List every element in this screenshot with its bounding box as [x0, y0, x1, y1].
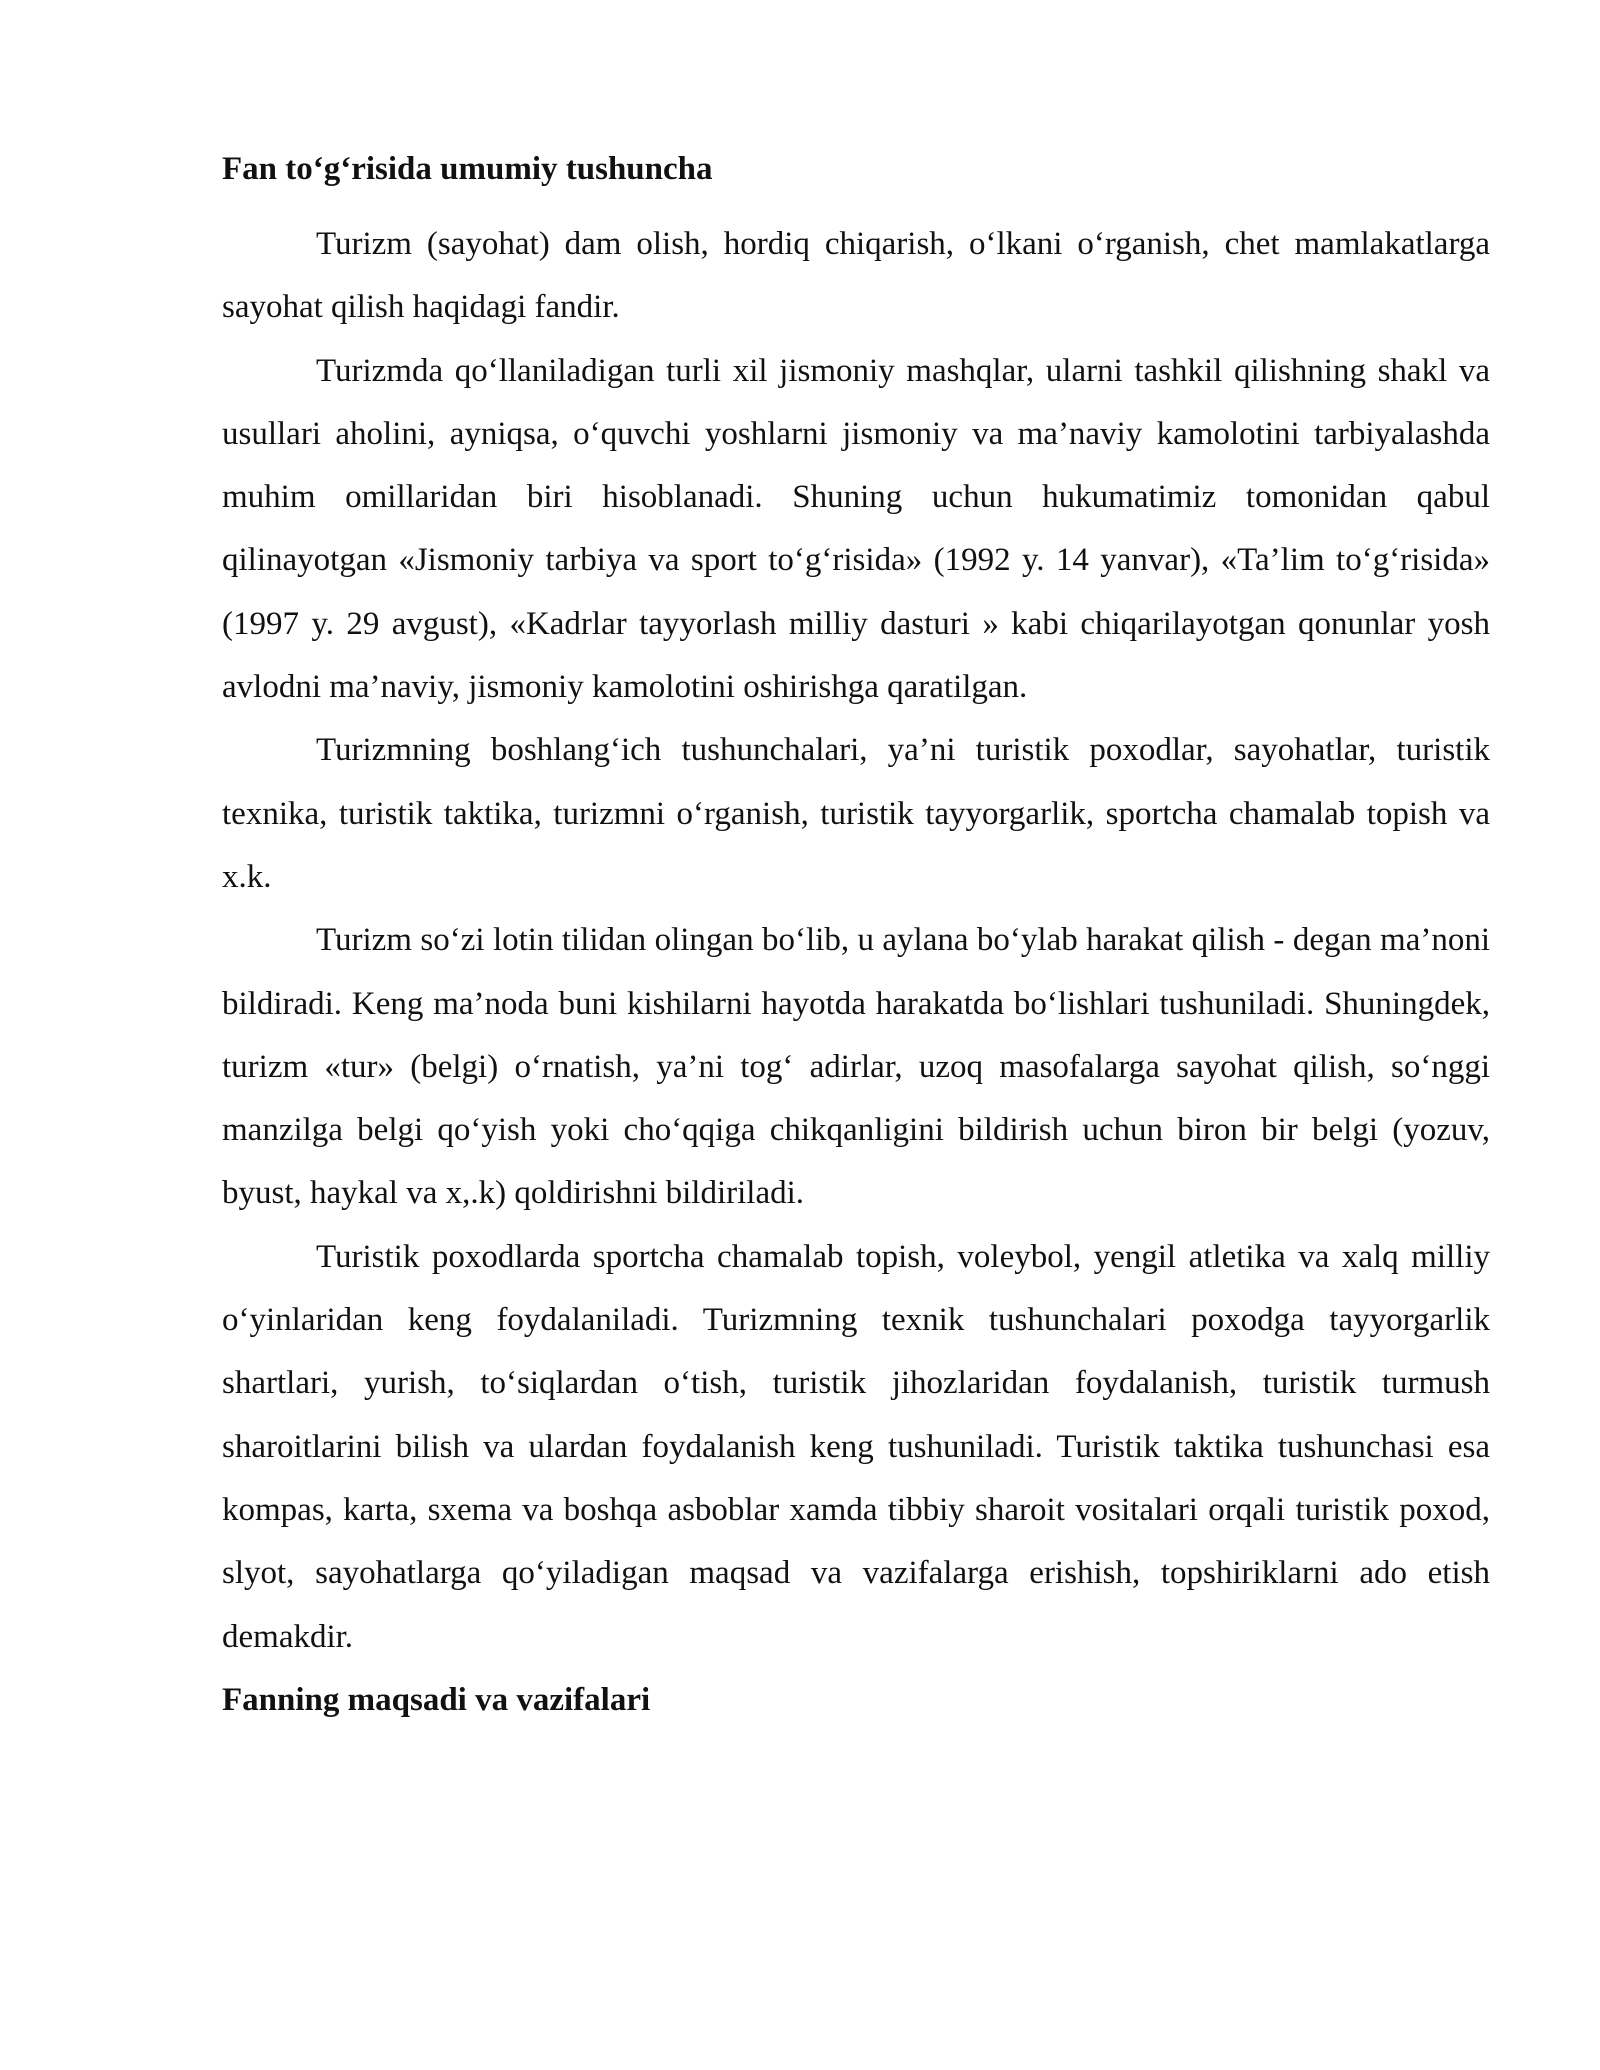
- section-heading-goals-and-tasks: Fanning maqsadi va vazifalari: [222, 1681, 651, 1718]
- paragraph: Turizmda qo‘llaniladigan turli xil jismoniy mashqlar, ularni tashkil qilishning shakl va usullari aholini, ayniqsa, o‘quvchi yoshlarni jismoniy va ma’naviy kamolotini tarbiyalashda muhim omillaridan biri hisoblanadi. Shuning uchun hukumatimiz tomonidan qabul qilinayotgan «Jismoniy tarbiya va sport to‘g‘risida» (1992 y. 14 yanvar), «Ta’lim to‘g‘risida» (1997 y. 29 avgust), «Kadrlar tayyorlash milliy dasturi » kabi chiqarilayotgan qonunlar yosh avlodni ma’naviy, jismoniy kamolotini oshirishga qaratilgan.: [222, 352, 1490, 706]
- paragraph: Turizmning boshlang‘ich tushunchalari, ya’ni turistik poxodlar, sayohatlar, turistik texnika, turistik taktika, turizmni o‘rganish, turistik tayyorgarlik, sportcha chamalab topish va x.k.: [222, 732, 1490, 895]
- section-heading-general-concept: Fan to‘g‘risida umumiy tushuncha: [222, 151, 713, 187]
- paragraph: Turizm (sayohat) dam olish, hordiq chiqarish, o‘lkani o‘rganish, chet mamlakatlarga sayohat qilish haqidagi fandir.: [222, 226, 1490, 326]
- paragraph: Turizm so‘zi lotin tilidan olingan bo‘lib, u aylana bo‘ylab harakat qilish - degan ma’noni bildiradi. Keng ma’noda buni kishilarni hayotda harakatda bo‘lishlari tushuniladi. Shuningdek, turizm «tur» (belgi) o‘rnatish, ya’ni tog‘ adirlar, uzoq masofalarga sayohat qilish, so‘nggi manzilga belgi qo‘yish yoki cho‘qqiga chikqanligini bildirish uchun biron bir belgi (yozuv, byust, haykal va x,.k) qoldirishni bildiriladi.: [222, 922, 1490, 1212]
- document-body: [222, 138, 1490, 1732]
- paragraph: Turistik poxodlarda sportcha chamalab topish, voleybol, yengil atletika va xalq milliy o‘yinlaridan keng foydalaniladi. Turizmning texnik tushunchalari poxodga tayyorgarlik shartlari, yurish, to‘siqlardan o‘tish, turistik jihozlaridan foydalanish, turistik turmush sharoitlarini bilish va ulardan foydalanish keng tushuniladi. Turistik taktika tushunchasi esa kompas, karta, sxema va boshqa asboblar xamda tibbiy sharoit vositalari orqali turistik poxod, slyot, sayohatlarga qo‘yiladigan maqsad va vazifalarga erishish, topshiriklarni ado etish demakdir.: [222, 1238, 1490, 1655]
